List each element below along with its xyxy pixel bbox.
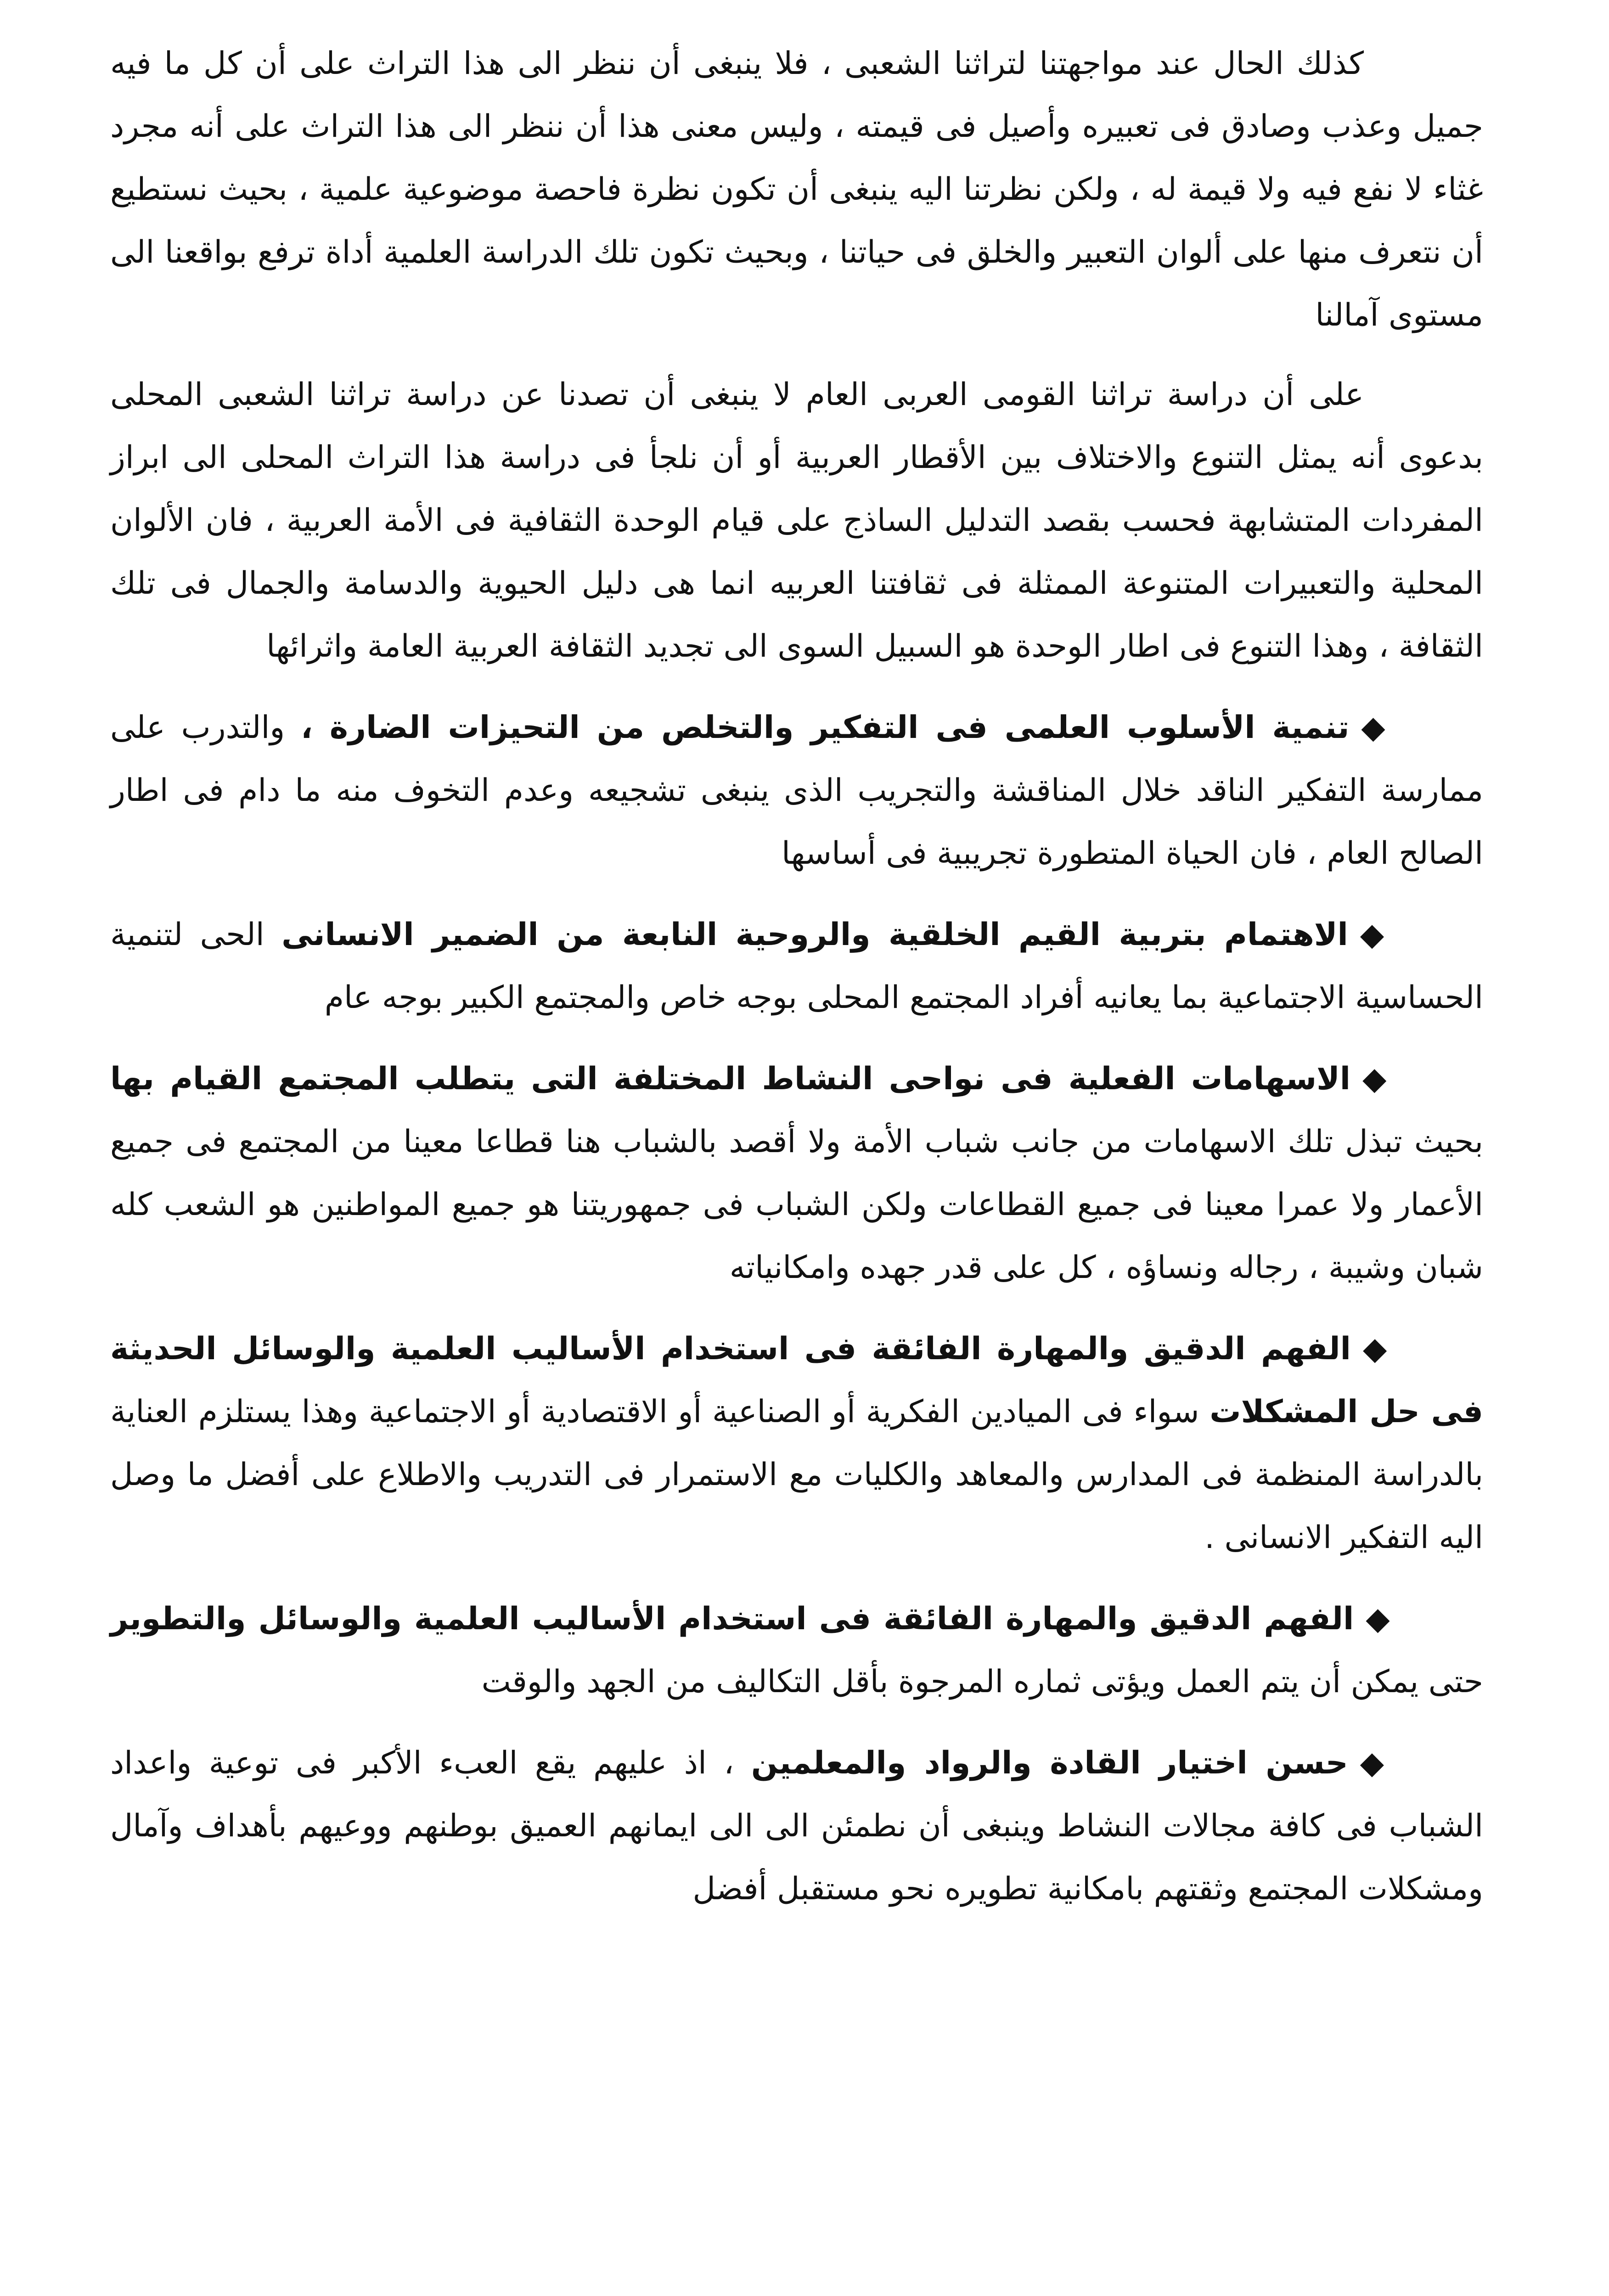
bullet-diamond-icon: ◆	[1360, 917, 1391, 953]
bullet-diamond-icon: ◆	[1362, 1061, 1391, 1097]
bullet-item-6-heading: حسن اختيار القادة والرواد والمعلمين	[751, 1745, 1348, 1781]
bullet-item-5-heading: الفهم الدقيق والمهارة الفائقة فى استخدام الأساليب العلمية والوسائل والتطوير	[110, 1601, 1354, 1637]
bullet-item-3-text: بحيث تبذل تلك الاسهامات من جانب شباب الأمة ولا أقصد بالشباب هنا قطاعا معينا من المجتمع فى جميع الأعمار ولا عمرا معينا فى جميع القطاعات ولكن الشباب فى جمهوريتنا هو جميع المواطنين هو الشعب كله شبان وشيبة ، رجاله ونساؤه ، كل على قدر جهده وامكانياته	[110, 1124, 1483, 1286]
bullet-diamond-icon: ◆	[1361, 709, 1391, 746]
bullet-diamond-icon: ◆	[1366, 1601, 1392, 1637]
bullet-item-5	[110, 1587, 1483, 1713]
page-body	[110, 32, 1483, 1920]
bullet-item-1-heading: تنمية الأسلوب العلمى فى التفكير والتخلص من التحيزات الضارة ،	[301, 709, 1350, 746]
paragraph-2	[110, 363, 1483, 678]
bullet-item-3	[110, 1047, 1483, 1299]
bullet-item-2-heading: الاهتمام بتربية القيم الخلقية والروحية النابعة من الضمير الانسانى	[281, 917, 1348, 953]
bullet-item-3-heading: الاسهامات الفعلية فى نواحى النشاط المختلفة التى يتطلب المجتمع القيام بها	[110, 1061, 1351, 1097]
bullet-item-5-text: حتى يمكن أن يتم العمل ويؤتى ثماره المرجوة بأقل التكاليف من الجهد والوقت	[481, 1664, 1483, 1700]
bullet-item-2-text: الحى لتنمية الحساسية الاجتماعية بما يعانيه أفراد المجتمع المحلى بوجه خاص والمجتمع الكبير بوجه عام	[110, 917, 1483, 1016]
bullet-item-4-text: سواء فى الميادين الفكرية أو الصناعية أو الاقتصادية أو الاجتماعية وهذا يستلزم العناية بالدراسة المنظمة فى المدارس والمعاهد والكليات مع الاستمرار فى التدريب والاطلاع على أفضل ما وصل اليه التفكير الانسانى .	[110, 1394, 1483, 1556]
paragraph-1-text: كذلك الحال عند مواجهتنا لتراثنا الشعبى ، فلا ينبغى أن ننظر الى هذا التراث على أن كل ما فيه جميل وعذب وصادق فى تعبيره وأصيل فى قيمته ، وليس معنى هذا أن ننظر الى هذا التراث على أنه مجرد غثاء لا نفع فيه ولا قيمة له ، ولكن نظرتنا اليه ينبغى أن تكون نظرة فاحصة موضوعية علمية ، بحيث نستطيع أن نتعرف منها على ألوان التعبير والخلق فى حياتنا ، وبحيث تكون تلك الدراسة العلمية أداة ترفع بواقعنا الى مستوى آمالنا	[110, 45, 1483, 333]
bullet-item-2	[110, 903, 1483, 1029]
bullet-diamond-icon: ◆	[1362, 1331, 1391, 1367]
bullet-item-6-text: ، اذ عليهم يقع العبء الأكبر فى توعية واعداد الشباب فى كافة مجالات النشاط وينبغى أن نطمئن الى الى ايمانهم العميق بوطنهم ووعيهم بأهداف وآمال ومشكلات المجتمع وثقتهم بامكانية تطويره نحو مستقبل أفضل	[110, 1745, 1483, 1907]
bullet-item-1-text: والتدرب على ممارسة التفكير الناقد خلال المناقشة والتجريب الذى ينبغى تشجيعه وعدم التخوف منه ما دام فى اطار الصالح العام ، فان الحياة المتطورة تجريبية فى أساسها	[110, 709, 1483, 872]
paragraph-2-text: على أن دراسة تراثنا القومى العربى العام لا ينبغى أن تصدنا عن دراسة تراثنا الشعبى المحلى بدعوى أنه يمثل التنوع والاختلاف بين الأقطار العربية أو أن نلجأ فى دراسة هذا التراث المحلى الى ابراز المفردات المتشابهة فحسب بقصد التدليل الساذج على قيام الوحدة الثقافية فى الأمة العربية ، فان الألوان المحلية والتعبيرات المتنوعة الممثلة فى ثقافتنا العربيه انما هى دليل الحيوية والدسامة والجمال فى تلك الثقافة ، وهذا التنوع فى اطار الوحدة هو السبيل السوى الى تجديد الثقافة العربية العامة واثرائها	[110, 377, 1483, 664]
bullet-item-6	[110, 1732, 1483, 1920]
bullet-item-4	[110, 1317, 1483, 1569]
paragraph-1	[110, 32, 1483, 347]
bullet-item-4-heading: الفهم الدقيق والمهارة الفائقة فى استخدام الأساليب العلمية والوسائل الحديثة فى حل المشكلات	[110, 1331, 1484, 1430]
bullet-diamond-icon: ◆	[1360, 1745, 1391, 1781]
bullet-item-1	[110, 696, 1483, 885]
